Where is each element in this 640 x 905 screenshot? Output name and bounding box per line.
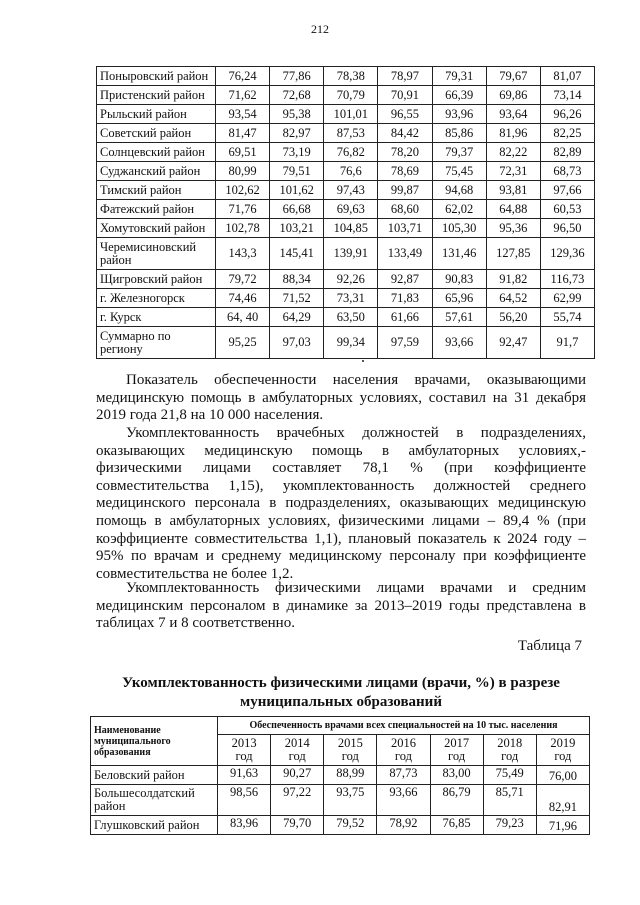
table-row: [97, 181, 595, 200]
row-value: 96,50: [540, 219, 594, 238]
row-value: 79,37: [432, 143, 486, 162]
row-value: 80,99: [216, 162, 270, 181]
row-value: 76,6: [324, 162, 378, 181]
row-value: 77,86: [270, 67, 324, 86]
row-value: 91,63: [218, 766, 271, 785]
row-name: Глушковский район: [91, 816, 218, 835]
year-number: 2013: [231, 736, 257, 750]
year-suffix: год: [554, 749, 572, 763]
row-value: 66,39: [432, 86, 486, 105]
row-value: 93,66: [377, 785, 430, 816]
row-value: 97,59: [378, 327, 432, 359]
row-value: 97,22: [271, 785, 324, 816]
row-value: 97,03: [270, 327, 324, 359]
row-value: 82,89: [540, 143, 594, 162]
row-value: 78,69: [378, 162, 432, 181]
row-value: 82,22: [486, 143, 540, 162]
row-value: 131,46: [432, 238, 486, 270]
row-value: 101,62: [270, 181, 324, 200]
row-name: Хомутовский район: [97, 219, 216, 238]
year-header: [483, 735, 536, 766]
row-value: 55,74: [540, 308, 594, 327]
table-row: [97, 143, 595, 162]
row-value: 97,43: [324, 181, 378, 200]
row-value: 84,42: [378, 124, 432, 143]
row-value: 62,99: [540, 289, 594, 308]
row-name: Поныровский район: [97, 67, 216, 86]
year-number: 2015: [337, 736, 363, 750]
row-name: Солнцевский район: [97, 143, 216, 162]
row-value: 103,21: [270, 219, 324, 238]
row-value: 83,96: [218, 816, 271, 835]
row-name: Большесолдатский район: [91, 785, 218, 816]
page-number: 212: [311, 22, 329, 36]
row-value: 93,66: [432, 327, 486, 359]
row-value: 73,14: [540, 86, 594, 105]
row-value: 88,34: [270, 270, 324, 289]
table-row: [97, 219, 595, 238]
row-value: 93,64: [486, 105, 540, 124]
row-value: 102,78: [216, 219, 270, 238]
table-label: Таблица 7: [517, 638, 582, 654]
row-value: 129,36: [540, 238, 594, 270]
table-row: [97, 86, 595, 105]
row-value: 102,62: [216, 181, 270, 200]
row-value: 91,82: [486, 270, 540, 289]
paragraph-provision: Показатель обеспеченности населения врачами, оказывающими медицинскую помощь в амбулаторных условиях, составил на 31 декабря 2019 года 21,8 на 10 000 населения.: [96, 372, 586, 424]
row-value: 92,87: [378, 270, 432, 289]
row-value: 63,50: [324, 308, 378, 327]
row-value: 70,79: [324, 86, 378, 105]
year-suffix: год: [235, 749, 253, 763]
row-value: 93,54: [216, 105, 270, 124]
row-value: 99,34: [324, 327, 378, 359]
row-value: 71,52: [270, 289, 324, 308]
row-value: 76,00: [536, 766, 589, 785]
row-value: 98,56: [218, 785, 271, 816]
row-value: 88,99: [324, 766, 377, 785]
row-value: 71,76: [216, 200, 270, 219]
row-value: 133,49: [378, 238, 432, 270]
row-value: 76,24: [216, 67, 270, 86]
row-value: 96,26: [540, 105, 594, 124]
row-value: 76,85: [430, 816, 483, 835]
row-value: 95,36: [486, 219, 540, 238]
row-value: 90,27: [271, 766, 324, 785]
stray-dot: [362, 360, 364, 362]
year-header: [271, 735, 324, 766]
row-value: 139,91: [324, 238, 378, 270]
year-header: [218, 735, 271, 766]
table-row: [91, 785, 590, 816]
row-value: 103,71: [378, 219, 432, 238]
row-value: 85,86: [432, 124, 486, 143]
row-name: г. Железногорск: [97, 289, 216, 308]
row-value: 79,23: [483, 816, 536, 835]
table-row: [97, 105, 595, 124]
row-value: 72,68: [270, 86, 324, 105]
row-value: 97,66: [540, 181, 594, 200]
row-value: 60,53: [540, 200, 594, 219]
row-value: 93,81: [486, 181, 540, 200]
header-group: Обеспеченность врачами всех специальностей на 10 тыс. населения: [218, 717, 590, 735]
row-value: 74,46: [216, 289, 270, 308]
table-row: [97, 162, 595, 181]
row-value: 145,41: [270, 238, 324, 270]
row-value: 61,66: [378, 308, 432, 327]
row-name: Фатежский район: [97, 200, 216, 219]
paragraph-dynamics: Укомплектованность физическими лицами врачами и средним медицинским персоналом в динамике за 2013–2019 годы представлена в таблицах 7 и 8 соответственно.: [96, 580, 586, 632]
year-suffix: год: [288, 749, 306, 763]
year-suffix: год: [448, 749, 466, 763]
row-value: 71,96: [536, 816, 589, 835]
row-name: Щигровский район: [97, 270, 216, 289]
row-value: 104,85: [324, 219, 378, 238]
row-value: 143,3: [216, 238, 270, 270]
year-header: [430, 735, 483, 766]
row-name: Пристенский район: [97, 86, 216, 105]
row-value: 64, 40: [216, 308, 270, 327]
table-row: [97, 124, 595, 143]
row-value: 81,96: [486, 124, 540, 143]
row-value: 90,83: [432, 270, 486, 289]
row-name: Тимский район: [97, 181, 216, 200]
row-value: 101,01: [324, 105, 378, 124]
row-value: 92,26: [324, 270, 378, 289]
row-value: 79,67: [486, 67, 540, 86]
row-value: 56,20: [486, 308, 540, 327]
table-row: [97, 289, 595, 308]
row-value: 87,53: [324, 124, 378, 143]
row-name: Суммарно по региону: [97, 327, 216, 359]
year-header: [324, 735, 377, 766]
row-value: 91,7: [540, 327, 594, 359]
year-number: 2018: [497, 736, 523, 750]
row-name: Рыльский район: [97, 105, 216, 124]
year-suffix: год: [341, 749, 359, 763]
row-value: 64,29: [270, 308, 324, 327]
row-value: 75,45: [432, 162, 486, 181]
row-value: 71,62: [216, 86, 270, 105]
row-value: 96,55: [378, 105, 432, 124]
top-table-body: [97, 67, 595, 359]
row-value: 71,83: [378, 289, 432, 308]
row-value: 92,47: [486, 327, 540, 359]
year-header: [377, 735, 430, 766]
row-value: 64,88: [486, 200, 540, 219]
table-row: [97, 67, 595, 86]
row-value: 68,60: [378, 200, 432, 219]
row-value: 68,73: [540, 162, 594, 181]
row-value: 69,86: [486, 86, 540, 105]
row-value: 81,47: [216, 124, 270, 143]
row-value: 79,31: [432, 67, 486, 86]
row-value: 81,07: [540, 67, 594, 86]
table-row: [97, 270, 595, 289]
table-row: [97, 200, 595, 219]
table-row: [97, 238, 595, 270]
row-value: 66,68: [270, 200, 324, 219]
top-data-table: [96, 66, 595, 359]
row-value: 105,30: [432, 219, 486, 238]
year-suffix: год: [501, 749, 519, 763]
row-value: 69,51: [216, 143, 270, 162]
row-value: 69,63: [324, 200, 378, 219]
row-value: 73,31: [324, 289, 378, 308]
row-value: 95,38: [270, 105, 324, 124]
row-value: 87,73: [377, 766, 430, 785]
table-title: Укомплектованность физическими лицами (врачи, %) в разрезе муниципальных образований: [122, 675, 560, 710]
row-value: 70,91: [378, 86, 432, 105]
row-value: 57,61: [432, 308, 486, 327]
row-name: Суджанский район: [97, 162, 216, 181]
table7: [90, 716, 590, 835]
row-value: 78,38: [324, 67, 378, 86]
row-value: 82,91: [536, 785, 589, 816]
row-value: 79,52: [324, 816, 377, 835]
table-row: [91, 816, 590, 835]
row-value: 75,49: [483, 766, 536, 785]
year-suffix: год: [394, 749, 412, 763]
table7-header: [91, 717, 590, 766]
row-value: 64,52: [486, 289, 540, 308]
row-value: 95,25: [216, 327, 270, 359]
row-value: 94,68: [432, 181, 486, 200]
year-number: 2016: [390, 736, 416, 750]
row-name: Черемисиновский район: [97, 238, 216, 270]
row-value: 85,71: [483, 785, 536, 816]
row-value: 72,31: [486, 162, 540, 181]
row-value: 78,97: [378, 67, 432, 86]
row-name: Беловский район: [91, 766, 218, 785]
row-value: 76,82: [324, 143, 378, 162]
row-value: 82,25: [540, 124, 594, 143]
row-value: 79,72: [216, 270, 270, 289]
year-number: 2019: [550, 736, 576, 750]
row-value: 62,02: [432, 200, 486, 219]
paragraph-staffing: Укомплектованность врачебных должностей в подразделениях, оказывающих медицинскую помощь в амбулаторных условиях,- физическими лицами составляет 78,1 % (при коэффициенте совместительства 1,15), укомплектованность должностей среднего медицинского персонала в подразделениях, оказывающих медицинскую помощь в амбулаторных условиях, физическими лицами – 89,4 % (при коэффициенте совместительства 1,1), плановый показатель к 2024 году – 95% по врачам и среднему медицинскому персоналу при коэффициенте совместительства не более 1,2.: [96, 425, 586, 582]
row-value: 86,79: [430, 785, 483, 816]
header-municipality: Наименование муниципального образования: [91, 717, 218, 766]
row-value: 78,92: [377, 816, 430, 835]
row-value: 82,97: [270, 124, 324, 143]
row-value: 73,19: [270, 143, 324, 162]
row-value: 78,20: [378, 143, 432, 162]
table-row: [97, 327, 595, 359]
row-value: 99,87: [378, 181, 432, 200]
table-row: [91, 766, 590, 785]
row-value: 93,75: [324, 785, 377, 816]
table7-body: [91, 766, 590, 835]
row-name: г. Курск: [97, 308, 216, 327]
row-value: 127,85: [486, 238, 540, 270]
row-value: 79,51: [270, 162, 324, 181]
year-number: 2014: [284, 736, 310, 750]
row-value: 79,70: [271, 816, 324, 835]
row-value: 83,00: [430, 766, 483, 785]
year-header: [536, 735, 589, 766]
year-number: 2017: [444, 736, 470, 750]
row-value: 116,73: [540, 270, 594, 289]
row-value: 65,96: [432, 289, 486, 308]
row-value: 93,96: [432, 105, 486, 124]
row-name: Советский район: [97, 124, 216, 143]
table-row: [97, 308, 595, 327]
